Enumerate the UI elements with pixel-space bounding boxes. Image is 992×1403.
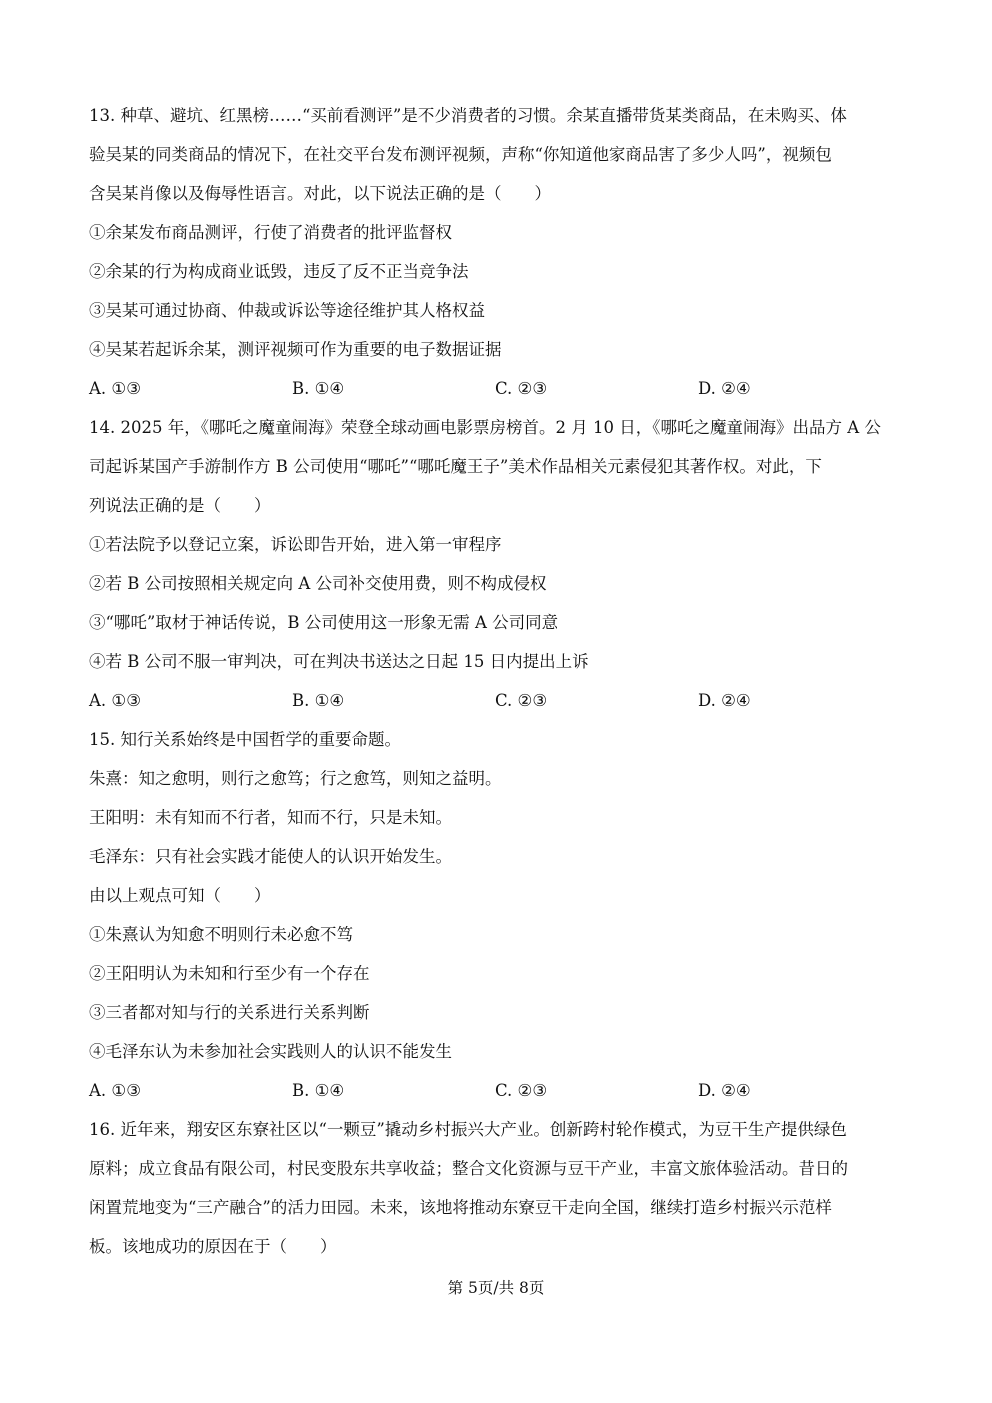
question-text-line: 验吴某的同类商品的情况下，在社交平台发布测评视频，声称“你知道他家商品害了多少人吗”，视频包 <box>89 145 832 164</box>
statement: ④若 B 公司不服一审判决，可在判决书送达之日起 15 日内提出上诉 <box>89 652 589 671</box>
question-prompt: 由以上观点可知（ ） <box>89 886 271 905</box>
choice-b: B. ①④ <box>292 379 345 398</box>
statement: ③“哪吒”取材于神话传说，B 公司使用这一形象无需 A 公司同意 <box>89 613 559 632</box>
choice-d: D. ②④ <box>698 1081 751 1100</box>
question-text-line: 原料；成立食品有限公司，村民变股东共享收益；整合文化资源与豆干产业，丰富文旅体验活动。昔日的 <box>89 1159 848 1178</box>
question-text-line: 列说法正确的是（ ） <box>89 496 271 515</box>
choice-c: C. ②③ <box>495 379 548 398</box>
statement: ②余某的行为构成商业诋毁，违反了反不正当竞争法 <box>89 262 469 281</box>
question-text-line: 15. 知行关系始终是中国哲学的重要命题。 <box>89 730 401 749</box>
question-text-line: 闲置荒地变为“三产融合”的活力田园。未来，该地将推动东寮豆干走向全国，继续打造乡村振兴示范样 <box>89 1198 832 1217</box>
quote-mao-zedong: 毛泽东：只有社会实践才能使人的认识开始发生。 <box>89 847 452 866</box>
choice-b: B. ①④ <box>292 691 345 710</box>
page-content <box>89 96 904 1266</box>
choice-a: A. ①③ <box>89 691 141 710</box>
statement: ①若法院予以登记立案，诉讼即告开始，进入第一审程序 <box>89 535 502 554</box>
choice-d: D. ②④ <box>698 691 751 710</box>
statement: ②若 B 公司按照相关规定向 A 公司补交使用费，则不构成侵权 <box>89 574 547 593</box>
statement: ①余某发布商品测评，行使了消费者的批评监督权 <box>89 223 452 242</box>
question-14 <box>89 408 904 720</box>
statement: ③吴某可通过协商、仲裁或诉讼等途径维护其人格权益 <box>89 301 485 320</box>
question-13 <box>89 96 904 408</box>
choice-a: A. ①③ <box>89 379 141 398</box>
page-footer: 第 5页/共 8页 <box>447 1279 545 1297</box>
choice-c: C. ②③ <box>495 1081 548 1100</box>
question-16 <box>89 1110 904 1266</box>
question-text-line: 含吴某肖像以及侮辱性语言。对此，以下说法正确的是（ ） <box>89 184 551 203</box>
answer-choices <box>89 681 904 720</box>
statement: ④毛泽东认为未参加社会实践则人的认识不能发生 <box>89 1042 452 1061</box>
quote-wang-yangming: 王阳明：未有知而不行者，知而不行，只是未知。 <box>89 808 452 827</box>
question-text-line: 司起诉某国产手游制作方 B 公司使用“哪吒”“哪吒魔王子”美术作品相关元素侵犯其著作权。对此，下 <box>89 457 822 476</box>
answer-choices <box>89 1071 904 1110</box>
question-text-line: 13. 种草、避坑、红黑榜……“买前看测评”是不少消费者的习惯。余某直播带货某类商品，在未购买、体 <box>89 106 847 125</box>
choice-b: B. ①④ <box>292 1081 345 1100</box>
choice-c: C. ②③ <box>495 691 548 710</box>
quote-zhu-xi: 朱熹：知之愈明，则行之愈笃；行之愈笃，则知之益明。 <box>89 769 502 788</box>
statement: ①朱熹认为知愈不明则行未必愈不笃 <box>89 925 353 944</box>
question-text-line: 板。该地成功的原因在于（ ） <box>89 1237 337 1256</box>
choice-a: A. ①③ <box>89 1081 141 1100</box>
answer-choices <box>89 369 904 408</box>
question-15 <box>89 720 904 1110</box>
question-text-line: 14. 2025 年，《哪吒之魔童闹海》荣登全球动画电影票房榜首。2 月 10 日，《哪吒之魔童闹海》出品方 A 公 <box>89 418 881 437</box>
choice-d: D. ②④ <box>698 379 751 398</box>
question-text-line: 16. 近年来，翔安区东寮社区以“一颗豆”撬动乡村振兴大产业。创新跨村轮作模式，为豆干生产提供绿色 <box>89 1120 847 1139</box>
statement: ③三者都对知与行的关系进行关系判断 <box>89 1003 370 1022</box>
statement: ②王阳明认为未知和行至少有一个存在 <box>89 964 370 983</box>
statement: ④吴某若起诉余某，测评视频可作为重要的电子数据证据 <box>89 340 502 359</box>
